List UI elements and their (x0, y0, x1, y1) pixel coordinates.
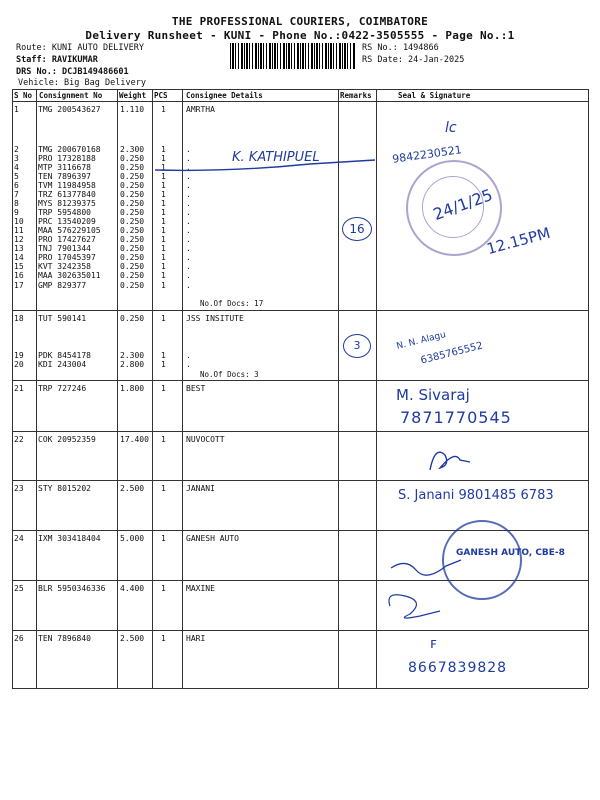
row-cell-pcs: 1 (161, 235, 166, 244)
row-cell-cons: TUT 590141 (38, 314, 87, 323)
row-cell-cons: MAA 576229105 (38, 226, 101, 235)
row-cell-cons: TEN 7896840 (38, 634, 91, 643)
row-cell-consignee: . (186, 281, 191, 290)
row-cell-cons: BLR 5950346336 (38, 584, 106, 593)
handwritten-phone: 8667839828 (408, 660, 508, 676)
signature: ꜰ (430, 636, 437, 652)
row-cell-weight: 0.250 (120, 190, 145, 199)
row-cell-consignee: . (186, 351, 191, 360)
row-cell-pcs: 1 (161, 253, 166, 262)
row-cell-pcs: 1 (161, 484, 166, 493)
row-cell-sno: 10 (14, 217, 24, 226)
row-cell-weight: 0.250 (120, 163, 145, 172)
row-cell-consignee: BEST (186, 384, 206, 393)
row-cell-sno: 3 (14, 154, 19, 163)
row-divider (12, 480, 588, 481)
row-cell-weight: 0.250 (120, 226, 145, 235)
row-cell-weight: 1.110 (120, 105, 145, 114)
row-cell-pcs: 1 (161, 634, 166, 643)
row-cell-weight: 2.300 (120, 351, 145, 360)
row-cell-cons: TRZ 61377840 (38, 190, 96, 199)
stamp-text: GANESH AUTO, CBE-8 (456, 548, 565, 558)
row-cell-sno: 24 (14, 534, 24, 543)
rs-date: RS Date: 24-Jan-2025 (362, 55, 465, 65)
col-header-sno: S No (14, 91, 33, 100)
row-cell-sno: 20 (14, 360, 24, 369)
handwritten-phone: S. Janani 9801485 6783 (398, 488, 554, 503)
row-cell-sno: 9 (14, 208, 19, 217)
row-cell-consignee: JANANI (186, 484, 215, 493)
row-cell-consignee: GANESH AUTO (186, 534, 239, 543)
row-divider (12, 630, 588, 631)
row-cell-cons: IXM 303418404 (38, 534, 101, 543)
row-cell-sno: 6 (14, 181, 19, 190)
row-cell-sno: 2 (14, 145, 19, 154)
row-cell-weight: 4.400 (120, 584, 145, 593)
row-cell-pcs: 1 (161, 384, 166, 393)
row-cell-pcs: 1 (161, 105, 166, 114)
row-cell-consignee: NUVOCOTT (186, 435, 225, 444)
row-cell-pcs: 1 (161, 208, 166, 217)
row-cell-pcs: 1 (161, 435, 166, 444)
row-cell-pcs: 1 (161, 181, 166, 190)
row-divider (12, 431, 588, 432)
row-cell-weight: 5.000 (120, 534, 145, 543)
row-cell-cons: TMG 200543627 (38, 105, 101, 114)
header-divider (12, 101, 588, 102)
row-cell-sno: 17 (14, 281, 24, 290)
row-cell-weight: 2.500 (120, 634, 145, 643)
row-cell-pcs: 1 (161, 314, 166, 323)
row-cell-consignee: . (186, 226, 191, 235)
col-line (12, 89, 13, 688)
row-cell-sno: 1 (14, 105, 19, 114)
row-cell-weight: 0.250 (120, 181, 145, 190)
row-cell-sno: 4 (14, 163, 19, 172)
row-cell-consignee: . (186, 217, 191, 226)
row-divider (12, 310, 588, 311)
row-cell-weight: 0.250 (120, 172, 145, 181)
col-header-remarks: Remarks (340, 91, 372, 100)
col-header-seal: Seal & Signature (398, 91, 471, 100)
row-cell-sno: 18 (14, 314, 24, 323)
row-cell-consignee: . (186, 163, 191, 172)
row-cell-consignee: . (186, 190, 191, 199)
signature (380, 586, 460, 626)
docs-count-note: No.Of Docs: 3 (200, 370, 259, 379)
signature: M. Sivaraj (396, 386, 470, 404)
row-cell-sno: 13 (14, 244, 24, 253)
row-cell-cons: TEN 7896397 (38, 172, 91, 181)
row-cell-cons: PRO 17328188 (38, 154, 96, 163)
row-cell-weight: 0.250 (120, 154, 145, 163)
row-cell-sno: 12 (14, 235, 24, 244)
row-cell-consignee: HARI (186, 634, 206, 643)
row-cell-consignee: JSS INSITUTE (186, 314, 244, 323)
row-cell-pcs: 1 (161, 163, 166, 172)
row-cell-cons: MAA 302635011 (38, 271, 101, 280)
handwritten-phone: 7871770545 (400, 408, 512, 427)
row-cell-cons: GMP 829377 (38, 281, 87, 290)
row-cell-sno: 16 (14, 271, 24, 280)
row-cell-sno: 14 (14, 253, 24, 262)
row-cell-cons: TRP 727246 (38, 384, 87, 393)
row-cell-cons: TRP 5954800 (38, 208, 91, 217)
row-cell-pcs: 1 (161, 190, 166, 199)
row-cell-cons: KDI 243004 (38, 360, 87, 369)
vehicle-text: Vehicle: Big Bag Delivery (18, 78, 146, 88)
row-cell-consignee: . (186, 360, 191, 369)
row-cell-pcs: 1 (161, 281, 166, 290)
row-cell-consignee: . (186, 271, 191, 280)
row-cell-consignee: . (186, 154, 191, 163)
row-cell-sno: 7 (14, 190, 19, 199)
barcode (230, 43, 355, 69)
row-cell-cons: TVM 11984958 (38, 181, 96, 190)
row-cell-pcs: 1 (161, 172, 166, 181)
row-cell-weight: 0.250 (120, 271, 145, 280)
row-cell-pcs: 1 (161, 262, 166, 271)
row-divider (12, 380, 588, 381)
row-cell-cons: TNJ 7901344 (38, 244, 91, 253)
row-cell-cons: KVT 3242358 (38, 262, 91, 271)
row-cell-weight: 0.250 (120, 217, 145, 226)
row-cell-weight: 0.250 (120, 253, 145, 262)
row-cell-weight: 0.250 (120, 314, 145, 323)
row-cell-consignee: . (186, 262, 191, 271)
route-text: Route: KUNI AUTO DELIVERY (16, 43, 144, 53)
row-cell-weight: 0.250 (120, 199, 145, 208)
row-cell-pcs: 1 (161, 145, 166, 154)
row-cell-pcs: 1 (161, 360, 166, 369)
row-cell-consignee: . (186, 244, 191, 253)
row-cell-sno: 5 (14, 172, 19, 181)
row-cell-weight: 0.250 (120, 262, 145, 271)
row-cell-weight: 0.250 (120, 208, 145, 217)
col-header-consignment: Consignment No (39, 91, 103, 100)
row-cell-cons: STY 8015202 (38, 484, 91, 493)
col-header-consignee: Consignee Details (186, 91, 263, 100)
row-cell-consignee: AMRTHA (186, 105, 215, 114)
row-cell-sno: 25 (14, 584, 24, 593)
row-cell-weight: 1.800 (120, 384, 145, 393)
handwritten-date: 24/1/25 (430, 185, 496, 224)
row-cell-sno: 23 (14, 484, 24, 493)
remark-circle: 16 (342, 217, 372, 241)
row-cell-consignee: . (186, 181, 191, 190)
table-border-top (12, 89, 588, 90)
row-cell-pcs: 1 (161, 271, 166, 280)
row-cell-sno: 19 (14, 351, 24, 360)
row-cell-sno: 22 (14, 435, 24, 444)
handwritten-name: K. KATHIPUEL (232, 150, 320, 165)
row-cell-consignee: . (186, 208, 191, 217)
row-cell-pcs: 1 (161, 154, 166, 163)
row-cell-consignee: . (186, 145, 191, 154)
row-cell-consignee: . (186, 235, 191, 244)
row-cell-weight: 2.800 (120, 360, 145, 369)
staff-text: Staff: RAVIKUMAR (16, 55, 98, 65)
row-cell-consignee: . (186, 199, 191, 208)
row-cell-pcs: 1 (161, 244, 166, 253)
table-border-bottom (12, 688, 588, 689)
signature (420, 440, 480, 476)
row-cell-pcs: 1 (161, 226, 166, 235)
row-cell-cons: PDK 8454178 (38, 351, 91, 360)
row-cell-weight: 17.400 (120, 435, 149, 444)
row-cell-cons: PRO 17427627 (38, 235, 96, 244)
runsheet-subtitle: Delivery Runsheet - KUNI - Phone No.:0422-3505555 - Page No.:1 (85, 29, 515, 42)
row-cell-weight: 0.250 (120, 235, 145, 244)
row-cell-pcs: 1 (161, 534, 166, 543)
col-header-weight: Weight (119, 91, 147, 100)
row-cell-weight: 0.250 (120, 281, 145, 290)
row-cell-pcs: 1 (161, 584, 166, 593)
col-header-pcs: PCS (154, 91, 168, 100)
row-cell-cons: PRO 17045397 (38, 253, 96, 262)
row-cell-pcs: 1 (161, 217, 166, 226)
remark-circle: 3 (343, 334, 371, 358)
signature: lc (445, 120, 457, 136)
col-line (588, 89, 589, 688)
handwritten-phone: 6385765552 (419, 340, 485, 367)
handwritten-phone: 9842230521 (391, 143, 463, 166)
row-cell-cons: MTP 3116678 (38, 163, 91, 172)
row-cell-cons: TMG 200670168 (38, 145, 101, 154)
row-cell-cons: MYS 81239375 (38, 199, 96, 208)
drs-number: DRS No.: DCJB149486601 (16, 67, 129, 77)
row-cell-sno: 8 (14, 199, 19, 208)
signature: N. N. Alagu (395, 330, 447, 352)
row-cell-pcs: 1 (161, 199, 166, 208)
row-cell-sno: 11 (14, 226, 24, 235)
company-title: THE PROFESSIONAL COURIERS, COIMBATORE (171, 15, 429, 28)
row-cell-weight: 2.500 (120, 484, 145, 493)
rs-number: RS No.: 1494866 (362, 43, 439, 53)
signature (386, 548, 466, 578)
row-cell-consignee: MAXINE (186, 584, 215, 593)
handwritten-time: 12.15PM (484, 223, 553, 259)
row-cell-sno: 21 (14, 384, 24, 393)
row-cell-pcs: 1 (161, 351, 166, 360)
row-cell-consignee: . (186, 253, 191, 262)
row-cell-consignee: . (186, 172, 191, 181)
row-cell-weight: 2.300 (120, 145, 145, 154)
row-cell-sno: 26 (14, 634, 24, 643)
row-cell-weight: 0.250 (120, 244, 145, 253)
row-cell-sno: 15 (14, 262, 24, 271)
row-cell-cons: PRC 13540209 (38, 217, 96, 226)
col-line (117, 89, 118, 688)
row-cell-cons: COK 20952359 (38, 435, 96, 444)
col-line (36, 89, 37, 688)
docs-count-note: No.Of Docs: 17 (200, 299, 264, 308)
